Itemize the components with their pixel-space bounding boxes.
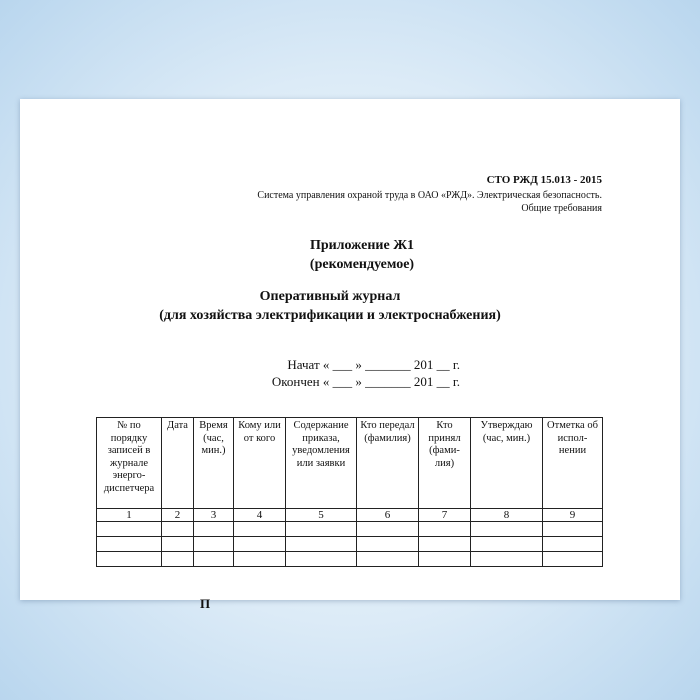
document-system-title <box>182 189 602 215</box>
table-row <box>97 552 603 567</box>
column-number-row <box>97 509 603 522</box>
column-header: Дата <box>162 418 194 509</box>
document-page <box>20 99 680 611</box>
system-subtitle-line: Общие требования <box>521 203 602 214</box>
column-header: Кто передал (фамилия) <box>357 418 419 509</box>
column-header: Кто принял (фами-лия) <box>419 418 471 509</box>
column-number: 1 <box>97 509 162 522</box>
column-number: 6 <box>357 509 419 522</box>
date-started: Начат « ___ » _______ 201 __ г. <box>287 357 460 372</box>
column-number: 9 <box>543 509 603 522</box>
column-header: Кому или от кого <box>234 418 286 509</box>
table-row <box>97 537 603 552</box>
next-section-heading-cropped: П <box>200 596 211 611</box>
column-number: 8 <box>471 509 543 522</box>
journal-table <box>96 417 603 567</box>
column-number: 4 <box>234 509 286 522</box>
column-header: № по порядку записей в журнале энерго-диспетчера <box>97 418 162 509</box>
appendix-heading <box>62 236 662 274</box>
journal-title: Оперативный журнал <box>259 289 401 304</box>
journal-subtitle: (для хозяйства электрификации и электроснабжения) <box>159 308 501 323</box>
column-header: Утверждаю (час, мин.) <box>471 418 543 509</box>
column-header: Время (час, мин.) <box>194 418 234 509</box>
table-row <box>97 522 603 537</box>
column-header: Отметка об испол-нении <box>543 418 603 509</box>
appendix-title: Приложение Ж1 <box>309 238 415 253</box>
date-finished: Окончен « ___ » _______ 201 __ г. <box>271 374 460 389</box>
journal-dates <box>242 356 460 390</box>
column-number: 2 <box>162 509 194 522</box>
table-header-row <box>97 418 603 509</box>
system-title-line: Система управления охраной труда в ОАО «РЖД». Электрическая безопасность. <box>257 190 602 201</box>
document-code: СТО РЖД 15.013 - 2015 <box>486 174 602 186</box>
appendix-subtitle: (рекомендуемое) <box>309 257 415 272</box>
column-header: Содержание приказа, уведомления или заявки <box>286 418 357 509</box>
column-number: 5 <box>286 509 357 522</box>
journal-heading <box>30 287 630 325</box>
column-number: 7 <box>419 509 471 522</box>
column-number: 3 <box>194 509 234 522</box>
